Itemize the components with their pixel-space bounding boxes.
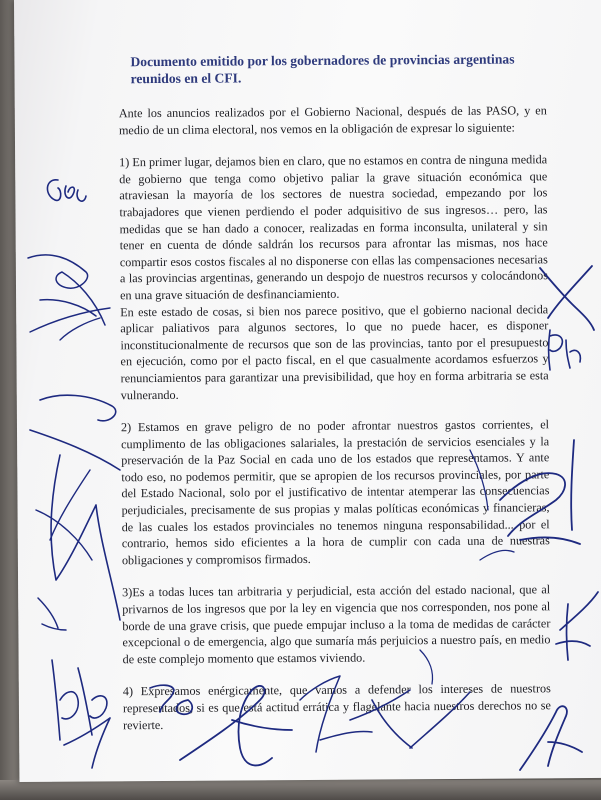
point-2-paragraph: 2) Estamos en grave peligro de no poder afrontar nuestros gastos corrientes, el cumplimento de las obligaciones salariales, la prestación de servicios esenciales y la preservación de la Paz Social en cada uno de los estados que representamos. Y ante todo eso, no podemos permitir, que se apropien de los recursos provinciales, por parte del Estado Nacional, solo por el justificativo de intentar atemperar las consecuencias perjudiciales, precisamente de sus propias y malas políticas económicas y financieras, de las cuales los estados provinciales no tenemos ninguna responsabilidad... por el contrario, hemos sido eficientes a la hora de cumplir con cada una de nuestras obligaciones y compromisos firmados. — [120, 417, 550, 568]
document-title: Documento emitido por los gobernadores de provincias argentinas reunidos en el CFI. — [130, 51, 515, 87]
desk-bottom-edge — [0, 780, 601, 800]
point-4-paragraph: 4) Expresamos enérgicamente, que vamos a defender los intereses de nuestros representados, si es que está actitud errática y flagelante hacia nuestros derechos no se revierte. — [122, 681, 551, 732]
point-3-paragraph: 3)Es a todas luces tan arbitraria y perjudicial, esta acción del estado nacional, que al privarnos de los ingresos que por la ley en vigencia que nos corresponden, nos pone al borde de una grave crisis, que puede empujar incluso a la toma de medidas de carácter excepcional o de emergencia, algo que sumaría más perjuicios a nuestro país, en medio de este complejo momento que estamos viviendo. — [122, 582, 551, 667]
point-1-paragraph: 1) En primer lugar, dejamos bien en claro, que no estamos en contra de ninguna medida de gobierno que tenga como objetivo paliar la grave situación económica que atraviesan la mayoría de los sectores de nuestra sociedad, empezando por los trabajadores que vienen perdiendo el poder adquisitivo de sus ingresos… pero, las medidas que se han dado a conocer, realizadas en forma inconsulta, unilateral y sin tener en cuenta de dónde saldrán los recursos para afrontar las mismas, nos hace compartir esos costos fiscales al no disponerse con ellas las compensaciones necesarias a las provincias argentinas, generando un despojo de nuestros recursos y colocándonos en una grave situación de desfinanciamiento. — [119, 152, 548, 303]
document-body — [118, 50, 551, 749]
document-page — [14, 0, 601, 782]
intro-paragraph: Ante los anuncios realizados por el Gobierno Nacional, después de las PASO, y en medio de un clima electoral, nos vemos en la obligación de expresar lo siguiente: — [118, 103, 547, 137]
point-1-continuation-paragraph: En este estado de cosas, si bien nos parece positivo, que el gobierno nacional decida aplicar paliativos para algunos sectores, lo que no puede hacer, es disponer inconstitucionalmente de recursos que son de las provincias, tanto por el presupuesto en ejecución, como por el pacto fiscal, en el que casualmente acordamos esfuerzos y renunciamientos para garantizar una previsibilidad, que hoy en forma arbitraria se esta vulnerando. — [120, 301, 549, 402]
